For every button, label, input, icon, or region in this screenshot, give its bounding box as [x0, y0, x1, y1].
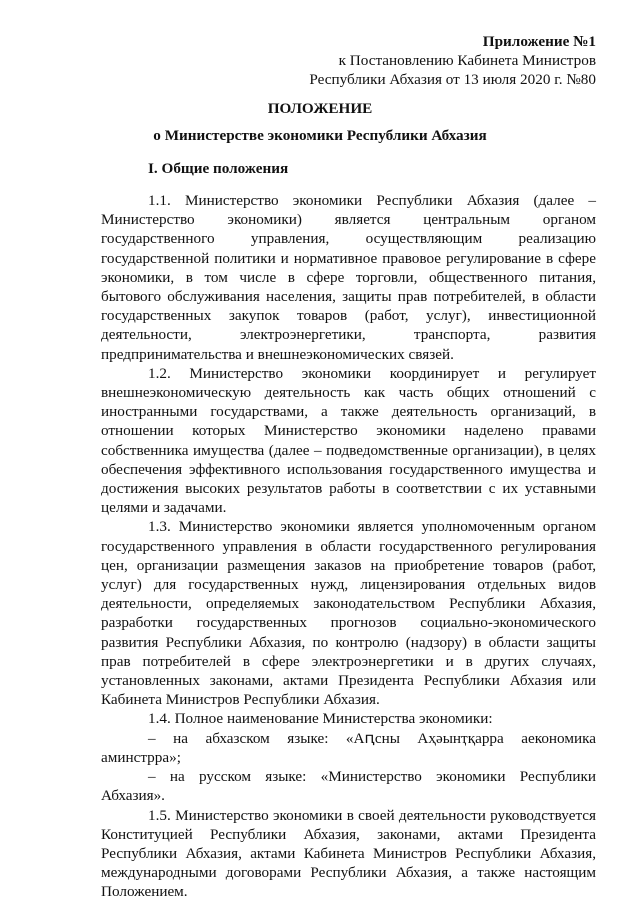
paragraph-abkhaz-name: – на абхазском языке: «Аԥсны Аҳәынҭқарра аекономика аминстрра»;: [101, 729, 596, 766]
paragraph-russian-name: – на русском языке: «Министерство экономики Республики Абхазия».: [101, 768, 596, 805]
paragraph-1-2: 1.2. Министерство экономики координирует и регулирует внешнеэкономическую деятельность как часть общих отношений с иностранными государствами, а также деятельность организаций, в отношении которых Министерство экономики наделено правами собственника имущества (далее – подведомственные организации), в целях обеспечения эффективного использования государственного имущества и достижения высоких результатов работы в соответствии с их уставными целями и задачами.: [101, 364, 596, 517]
document-subtitle: о Министерстве экономики Республики Абхазия: [153, 127, 487, 144]
paragraph-1-3: 1.3. Министерство экономики является уполномоченным органом государственного управления в области государственного регулирования цен, организации размещения заказов на приобретение товаров (работ, услуг) для государственных нужд, лицензирования отдельных видов деятельности, определяемых законодательством Республики Абхазия, разработки государственных прогнозов социально-экономического развития Республики Абхазия, по контролю (надзору) в области защиты прав потребителей в сфере электроэнергетики и в других случаях, установленных законами, актами Президента Республики Абхазия или Кабинета Министров Республики Абхазия.: [101, 518, 596, 709]
document-title: ПОЛОЖЕНИЕ: [267, 100, 373, 117]
section-heading: I. Общие положения: [148, 160, 289, 177]
document-body: [101, 191, 596, 902]
appendix-line-2: Республики Абхазия от 13 июля 2020 г. №80: [309, 71, 596, 88]
paragraph-1-5: 1.5. Министерство экономики в своей деятельности руководствуется Конституцией Республики Абхазия, законами, актами Президента Республики Абхазия, актами Кабинета Министров Республики Абхазия, международными договорами Республики Абхазия, а также настоящим Положением.: [101, 806, 596, 901]
appendix-title: Приложение №1: [482, 33, 596, 50]
appendix-line-1: к Постановлению Кабинета Министров: [338, 52, 596, 69]
paragraph-1-4: 1.4. Полное наименование Министерства экономики:: [148, 710, 493, 728]
appendix-header: [309, 32, 596, 89]
paragraph-1-1: 1.1. Министерство экономики Республики Абхазия (далее – Министерство экономики) является центральным органом государственного управления, осуществляющим реализацию государственной политики и нормативное правовое регулирование в сфере экономики, в том числе в сфере торговли, общественного питания, бытового обслуживания населения, защиты прав потребителей, в области государственных закупок товаров (работ, услуг), инвестиционной деятельности, электроэнергетики, транспорта, развития предпринимательства и внешнеэкономических связей.: [101, 192, 596, 363]
